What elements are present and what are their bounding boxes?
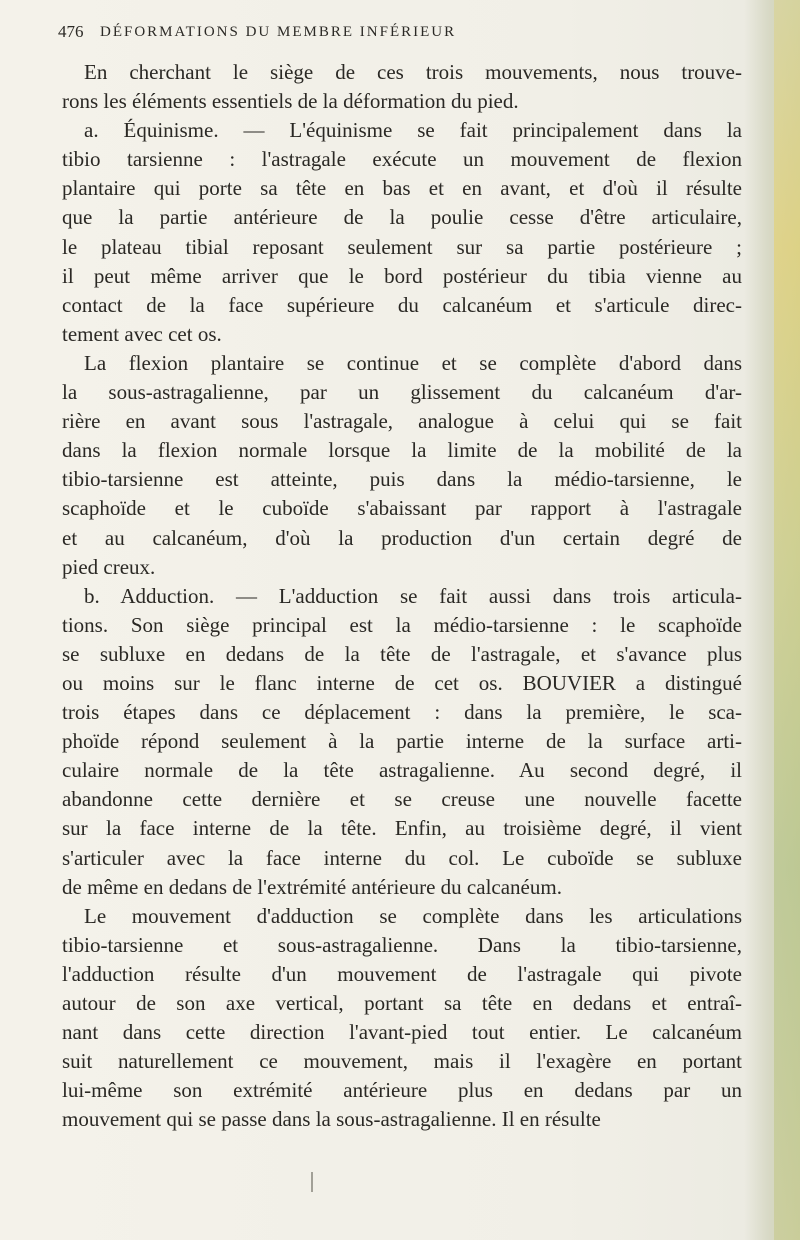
text-line: de même en dedans de l'extrémité antérieure du calcanéum. <box>62 874 562 899</box>
text-line: En cherchant le siège de ces trois mouvements, nous trouve- <box>84 60 742 84</box>
text-line: rons les éléments essentiels de la déformation du pied. <box>62 89 519 114</box>
text-line: tions. Son siège principal est la médio-tarsienne : le scaphoïde <box>62 612 742 637</box>
text-line: tibio-tarsienne et sous-astragalienne. Dans la tibio-tarsienne, <box>62 932 742 957</box>
text-line: tibio tarsienne : l'astragale exécute un mouvement de flexion <box>62 147 742 172</box>
text-line: mouvement qui se passe dans la sous-astragalienne. Il en résulte <box>62 1107 601 1132</box>
text-line: culaire normale de la tête astragalienne. Au second degré, il <box>62 758 742 783</box>
text-line: autour de son axe vertical, portant sa tête en dedans et entraî- <box>62 991 742 1015</box>
text-line: La flexion plantaire se continue et se complète d'abord dans <box>84 350 742 375</box>
text-line: se subluxe en dedans de la tête de l'astragale, et s'avance plus <box>62 641 742 666</box>
text-line: sur la face interne de la tête. Enfin, au troisième degré, il vient <box>62 816 742 841</box>
text-line: contact de la face supérieure du calcanéum et s'articule direc- <box>62 292 742 317</box>
text-line: le plateau tibial reposant seulement sur sa partie postérieure ; <box>62 234 742 259</box>
text-line: rière en avant sous l'astragale, analogue à celui qui se fait <box>62 409 742 434</box>
text-line: pied creux. <box>62 554 156 579</box>
text-line: ou moins sur le flanc interne de cet os. BOUVIER a distingué <box>62 670 742 695</box>
text-line: scaphoïde et le cuboïde s'abaissant par rapport à l'astragale <box>62 496 742 521</box>
page-number: 476 <box>58 22 84 41</box>
text-line: et au calcanéum, d'où la production d'un certain degré de <box>62 525 742 550</box>
text-line: a. Équinisme. — L'équinisme se fait principalement dans la <box>84 118 742 143</box>
text-line: tement avec cet os. <box>62 321 222 346</box>
text-line: trois étapes dans ce déplacement : dans la première, le sca- <box>62 700 742 725</box>
text-line: suit naturellement ce mouvement, mais il l'exagère en portant <box>62 1049 742 1074</box>
running-title: DÉFORMATIONS DU MEMBRE INFÉRIEUR <box>100 24 457 40</box>
text-line: s'articuler avec la face interne du col. Le cuboïde se subluxe <box>62 845 742 870</box>
text-line: la sous-astragalienne, par un glissement du calcanéum d'ar- <box>62 380 742 405</box>
text-line: Le mouvement d'adduction se complète dans les articulations <box>84 903 742 928</box>
text-line: b. Adduction. — L'adduction se fait aussi dans trois articula- <box>84 583 742 608</box>
text-line: que la partie antérieure de la poulie cesse d'être articulaire, <box>62 205 742 230</box>
text-line: l'adduction résulte d'un mouvement de l'astragale qui pivote <box>62 961 742 986</box>
text-line: phoïde répond seulement à la partie interne de la surface arti- <box>62 729 742 754</box>
text-line: nant dans cette direction l'avant-pied tout entier. Le calcanéum <box>62 1020 742 1045</box>
ink-mark <box>311 1172 313 1192</box>
text-line: tibio-tarsienne est atteinte, puis dans la médio-tarsienne, le <box>62 467 742 492</box>
text-line: il peut même arriver que le bord postérieur du tibia vienne au <box>62 263 742 288</box>
text-line: abandonne cette dernière et se creuse une nouvelle facette <box>62 787 742 812</box>
text-line: plantaire qui porte sa tête en bas et en avant, et d'où il résulte <box>62 176 742 201</box>
text-line: dans la flexion normale lorsque la limite de la mobilité de la <box>62 438 742 463</box>
text-line: lui-même son extrémité antérieure plus en dedans par un <box>62 1078 742 1103</box>
page-edge-stain <box>774 0 800 1240</box>
body-text <box>62 58 742 1134</box>
